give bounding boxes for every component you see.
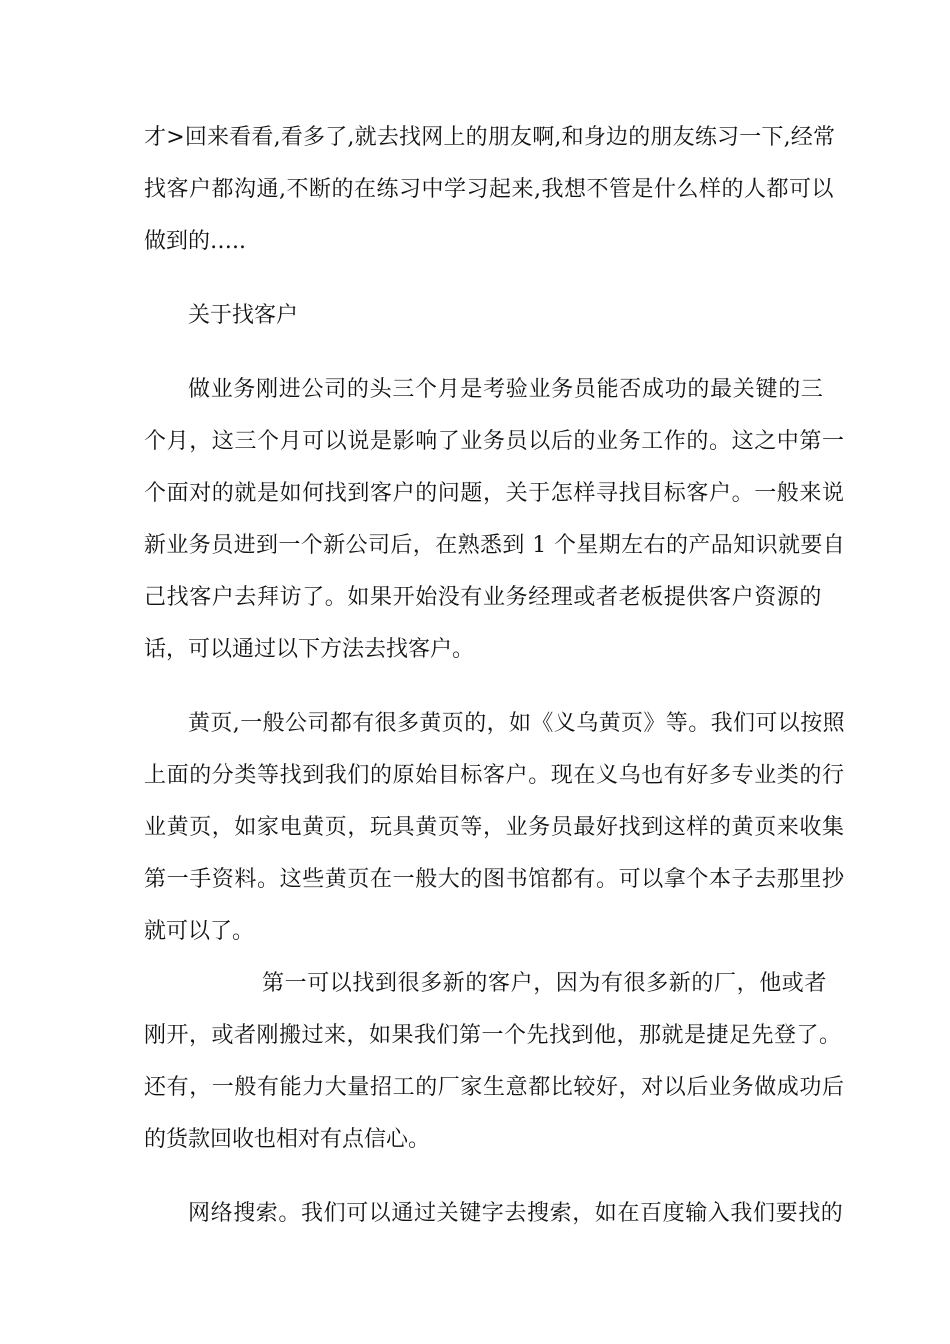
text-line: 刚开，或者刚搬过来，如果我们第一个先找到他，那就是捷足先登了。 (144, 1023, 842, 1048)
text-line: 黄页,一般公司都有很多黄页的，如《义乌黄页》等。我们可以按照 (188, 711, 845, 736)
text-line: 新业务员进到一个新公司后，在熟悉到 1 个星期左右的产品知识就要自 (144, 533, 846, 558)
text-line: 己找客户去拜访了。如果开始没有业务经理或者老板提供客户资源的 (144, 585, 823, 610)
text-line: 个面对的就是如何找到客户的问题，关于怎样寻找目标客户。一般来说 (144, 481, 845, 506)
text-line: 就可以了。 (144, 919, 255, 944)
text-line: 找客户都沟通,不断的在练习中学习起来,我想不管是什么样的人都可以 (144, 177, 834, 202)
text-line: 网络搜索。我们可以通过关键字去搜索，如在百度输入我们要找的 (188, 1201, 844, 1226)
text-line: 第一可以找到很多新的客户，因为有很多新的厂，他或者 (262, 971, 828, 996)
section-heading: 关于找客户 (188, 303, 299, 328)
text-line: 第一手资料。这些黄页在一般大的图书馆都有。可以拿个本子去那里抄 (144, 867, 845, 892)
text-line: 话，可以通过以下方法去找客户。 (144, 637, 475, 662)
text-line: 的货款回收也相对有点信心。 (144, 1127, 431, 1152)
text-line: 做到的….. (144, 229, 246, 254)
text-line: 上面的分类等找到我们的原始目标客户。现在义乌也有好多专业类的行 (144, 763, 845, 788)
text-line: 做业务刚进公司的头三个月是考验业务员能否成功的最关键的三 (188, 377, 824, 402)
text-line: 业黄页，如家电黄页，玩具黄页等，业务员最好找到这样的黄页来收集 (144, 815, 845, 840)
text-line: 个月，这三个月可以说是影响了业务员以后的业务工作的。这之中第一 (144, 429, 845, 454)
text-line: 还有，一般有能力大量招工的厂家生意都比较好，对以后业务做成功后 (144, 1075, 845, 1100)
text-line: 才>回来看看,看多了,就去找网上的朋友啊,和身边的朋友练习一下,经常 (144, 125, 836, 150)
